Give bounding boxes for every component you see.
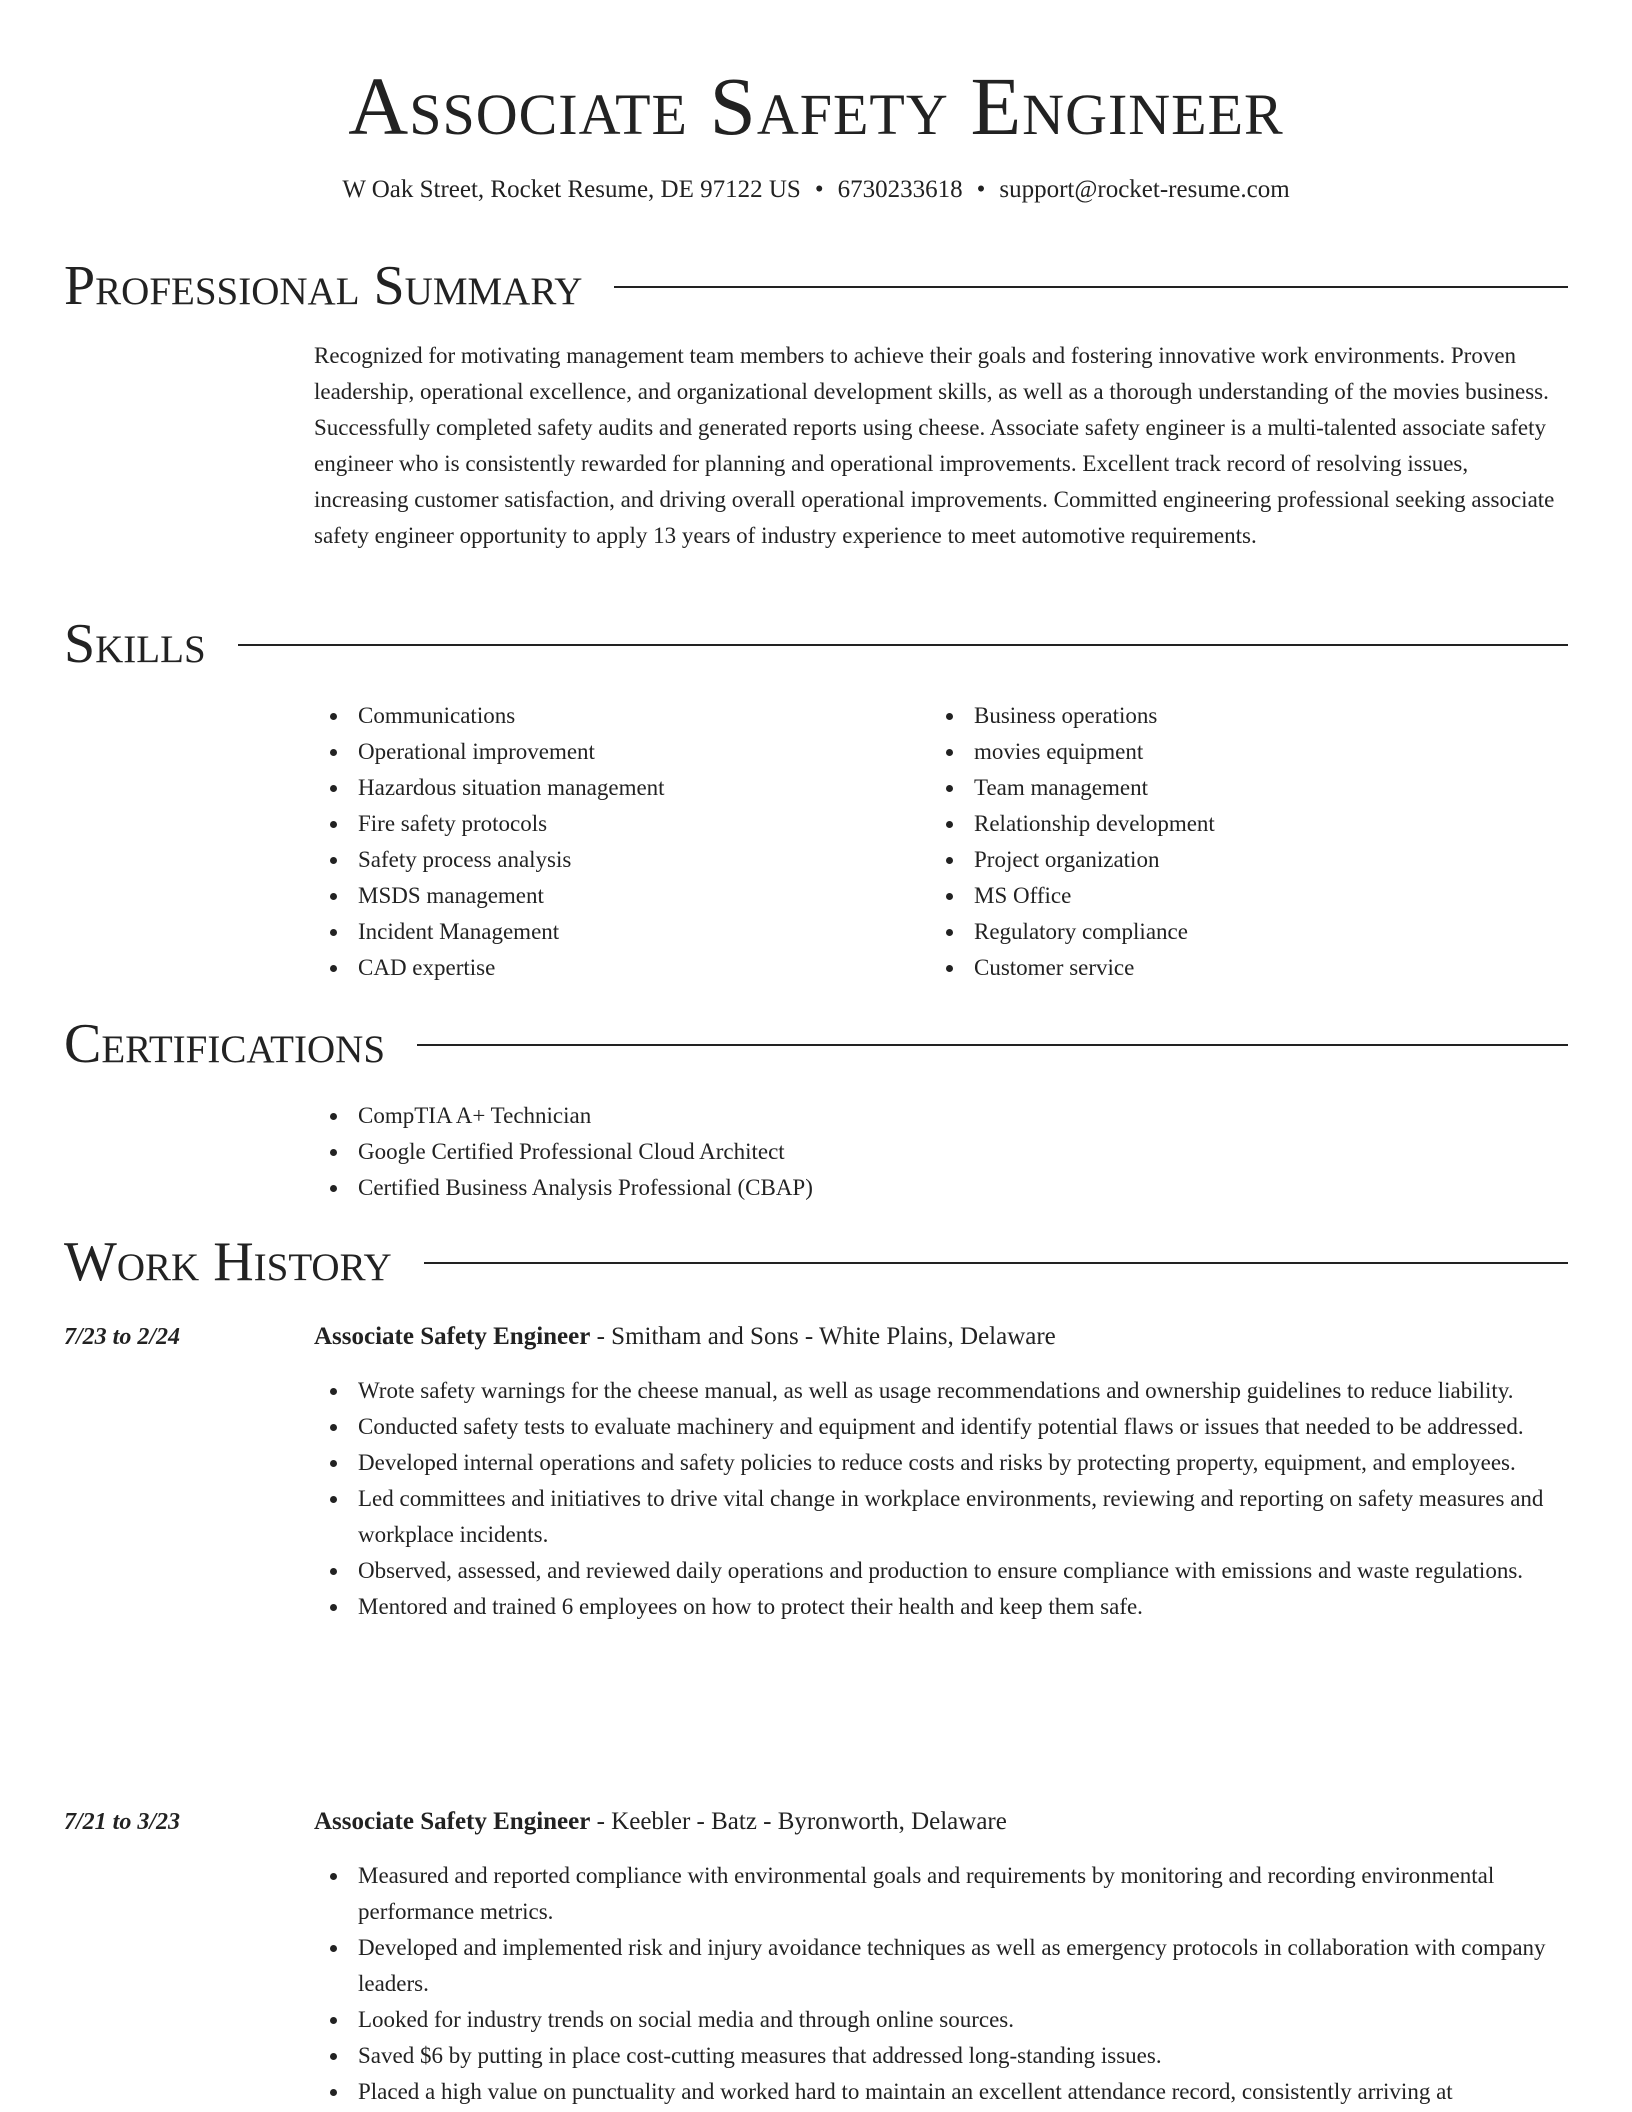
skill-item: Team management (930, 770, 1530, 806)
job-heading (314, 1804, 1568, 1840)
contact-address: W Oak Street, Rocket Resume, DE 97122 US (342, 176, 801, 203)
summary-section-header (64, 256, 1568, 316)
section-divider (424, 1262, 1568, 1264)
skill-item: Business operations (930, 698, 1530, 734)
skill-item: Operational improvement (314, 734, 914, 770)
skill-item: Safety process analysis (314, 842, 914, 878)
certification-item: CompTIA A+ Technician (314, 1098, 1564, 1134)
section-divider (417, 1044, 1568, 1046)
job-dates: 7/23 to 2/24 (64, 1324, 181, 1350)
job-bullet-list (314, 1373, 1568, 1625)
skills-list-right (930, 698, 1530, 986)
skill-item: Hazardous situation management (314, 770, 914, 806)
summary-section-title: Professional Summary (64, 255, 583, 317)
contact-separator: • (814, 176, 824, 203)
skill-item: Relationship development (930, 806, 1530, 842)
certifications-section-title: Certifications (64, 1013, 386, 1075)
job-dates: 7/21 to 3/23 (64, 1809, 181, 1835)
job-bullet: Looked for industry trends on social media and through online sources. (314, 2002, 1568, 2038)
skill-item: CAD expertise (314, 950, 914, 986)
certification-item: Certified Business Analysis Professional (CBAP) (314, 1170, 1564, 1206)
section-divider (614, 286, 1568, 288)
job-bullet-list (314, 1858, 1568, 2110)
job-bullet: Mentored and trained 6 employees on how to protect their health and keep them safe. (314, 1589, 1568, 1625)
job-bullet: Observed, assessed, and reviewed daily operations and production to ensure compliance with emissions and waste regulations. (314, 1553, 1568, 1589)
contact-email: support@rocket-resume.com (999, 176, 1290, 203)
contact-phone: 6730233618 (837, 176, 963, 203)
skill-item: Regulatory compliance (930, 914, 1530, 950)
job-bullet: Saved $6 by putting in place cost-cutting measures that addressed long-standing issues. (314, 2038, 1568, 2074)
job-bullet: Wrote safety warnings for the cheese manual, as well as usage recommendations and ownership guidelines to reduce liability. (314, 1373, 1568, 1409)
job-heading (314, 1319, 1568, 1355)
skill-item: MS Office (930, 878, 1530, 914)
skill-item: Fire safety protocols (314, 806, 914, 842)
skill-item: Customer service (930, 950, 1530, 986)
skills-section-header (64, 614, 1568, 674)
summary-text: Recognized for motivating management team members to achieve their goals and fostering innovative work environments. Proven leadership, operational excellence, and organizational development skills, as well as a thorough understanding of the movies business. Successfully completed safety audits and generated reports using cheese. Associate safety engineer is a multi-talented associate safety engineer who is consistently rewarded for planning and operational improvements. Excellent track record of resolving issues, increasing customer satisfaction, and driving overall operational improvements. Committed engineering professional seeking associate safety engineer opportunity to apply 13 years of industry experience to meet automotive requirements. (314, 343, 1555, 548)
job-bullet: Placed a high value on punctuality and worked hard to maintain an excellent attendance record, consistently arriving at (314, 2074, 1568, 2110)
job-bullet: Measured and reported compliance with environmental goals and requirements by monitoring and recording environmental performance metrics. (314, 1858, 1568, 1930)
skill-item: Incident Management (314, 914, 914, 950)
skill-item: Project organization (930, 842, 1530, 878)
job-employer-location: - Keebler - Batz - Byronworth, Delaware (590, 1808, 1007, 1835)
job-bullet: Developed internal operations and safety policies to reduce costs and risks by protecting property, equipment, and employees. (314, 1445, 1568, 1481)
job-bullet: Conducted safety tests to evaluate machinery and equipment and identify potential flaws or issues that needed to be addressed. (314, 1409, 1568, 1445)
job-employer-location: - Smitham and Sons - White Plains, Delaware (590, 1323, 1056, 1350)
job-role: Associate Safety Engineer (314, 1808, 591, 1835)
contact-separator: • (976, 176, 986, 203)
job-bullet: Developed and implemented risk and injury avoidance techniques as well as emergency protocols in collaboration with company leaders. (314, 1930, 1568, 2002)
certifications-list (314, 1098, 1564, 1206)
work-history-section-header (64, 1232, 1568, 1292)
job-role: Associate Safety Engineer (314, 1323, 591, 1350)
candidate-name: Associate Safety Engineer (348, 60, 1284, 152)
skill-item: Communications (314, 698, 914, 734)
certification-item: Google Certified Professional Cloud Architect (314, 1134, 1564, 1170)
skills-list-left (314, 698, 914, 986)
certifications-section-header (64, 1014, 1568, 1074)
section-divider (238, 644, 1568, 646)
skills-section-title: Skills (64, 613, 206, 675)
job-bullet: Led committees and initiatives to drive vital change in workplace environments, reviewing and reporting on safety measures and workplace incidents. (314, 1481, 1568, 1553)
skill-item: MSDS management (314, 878, 914, 914)
skill-item: movies equipment (930, 734, 1530, 770)
work-history-section-title: Work History (64, 1231, 392, 1293)
contact-line (0, 174, 1632, 206)
